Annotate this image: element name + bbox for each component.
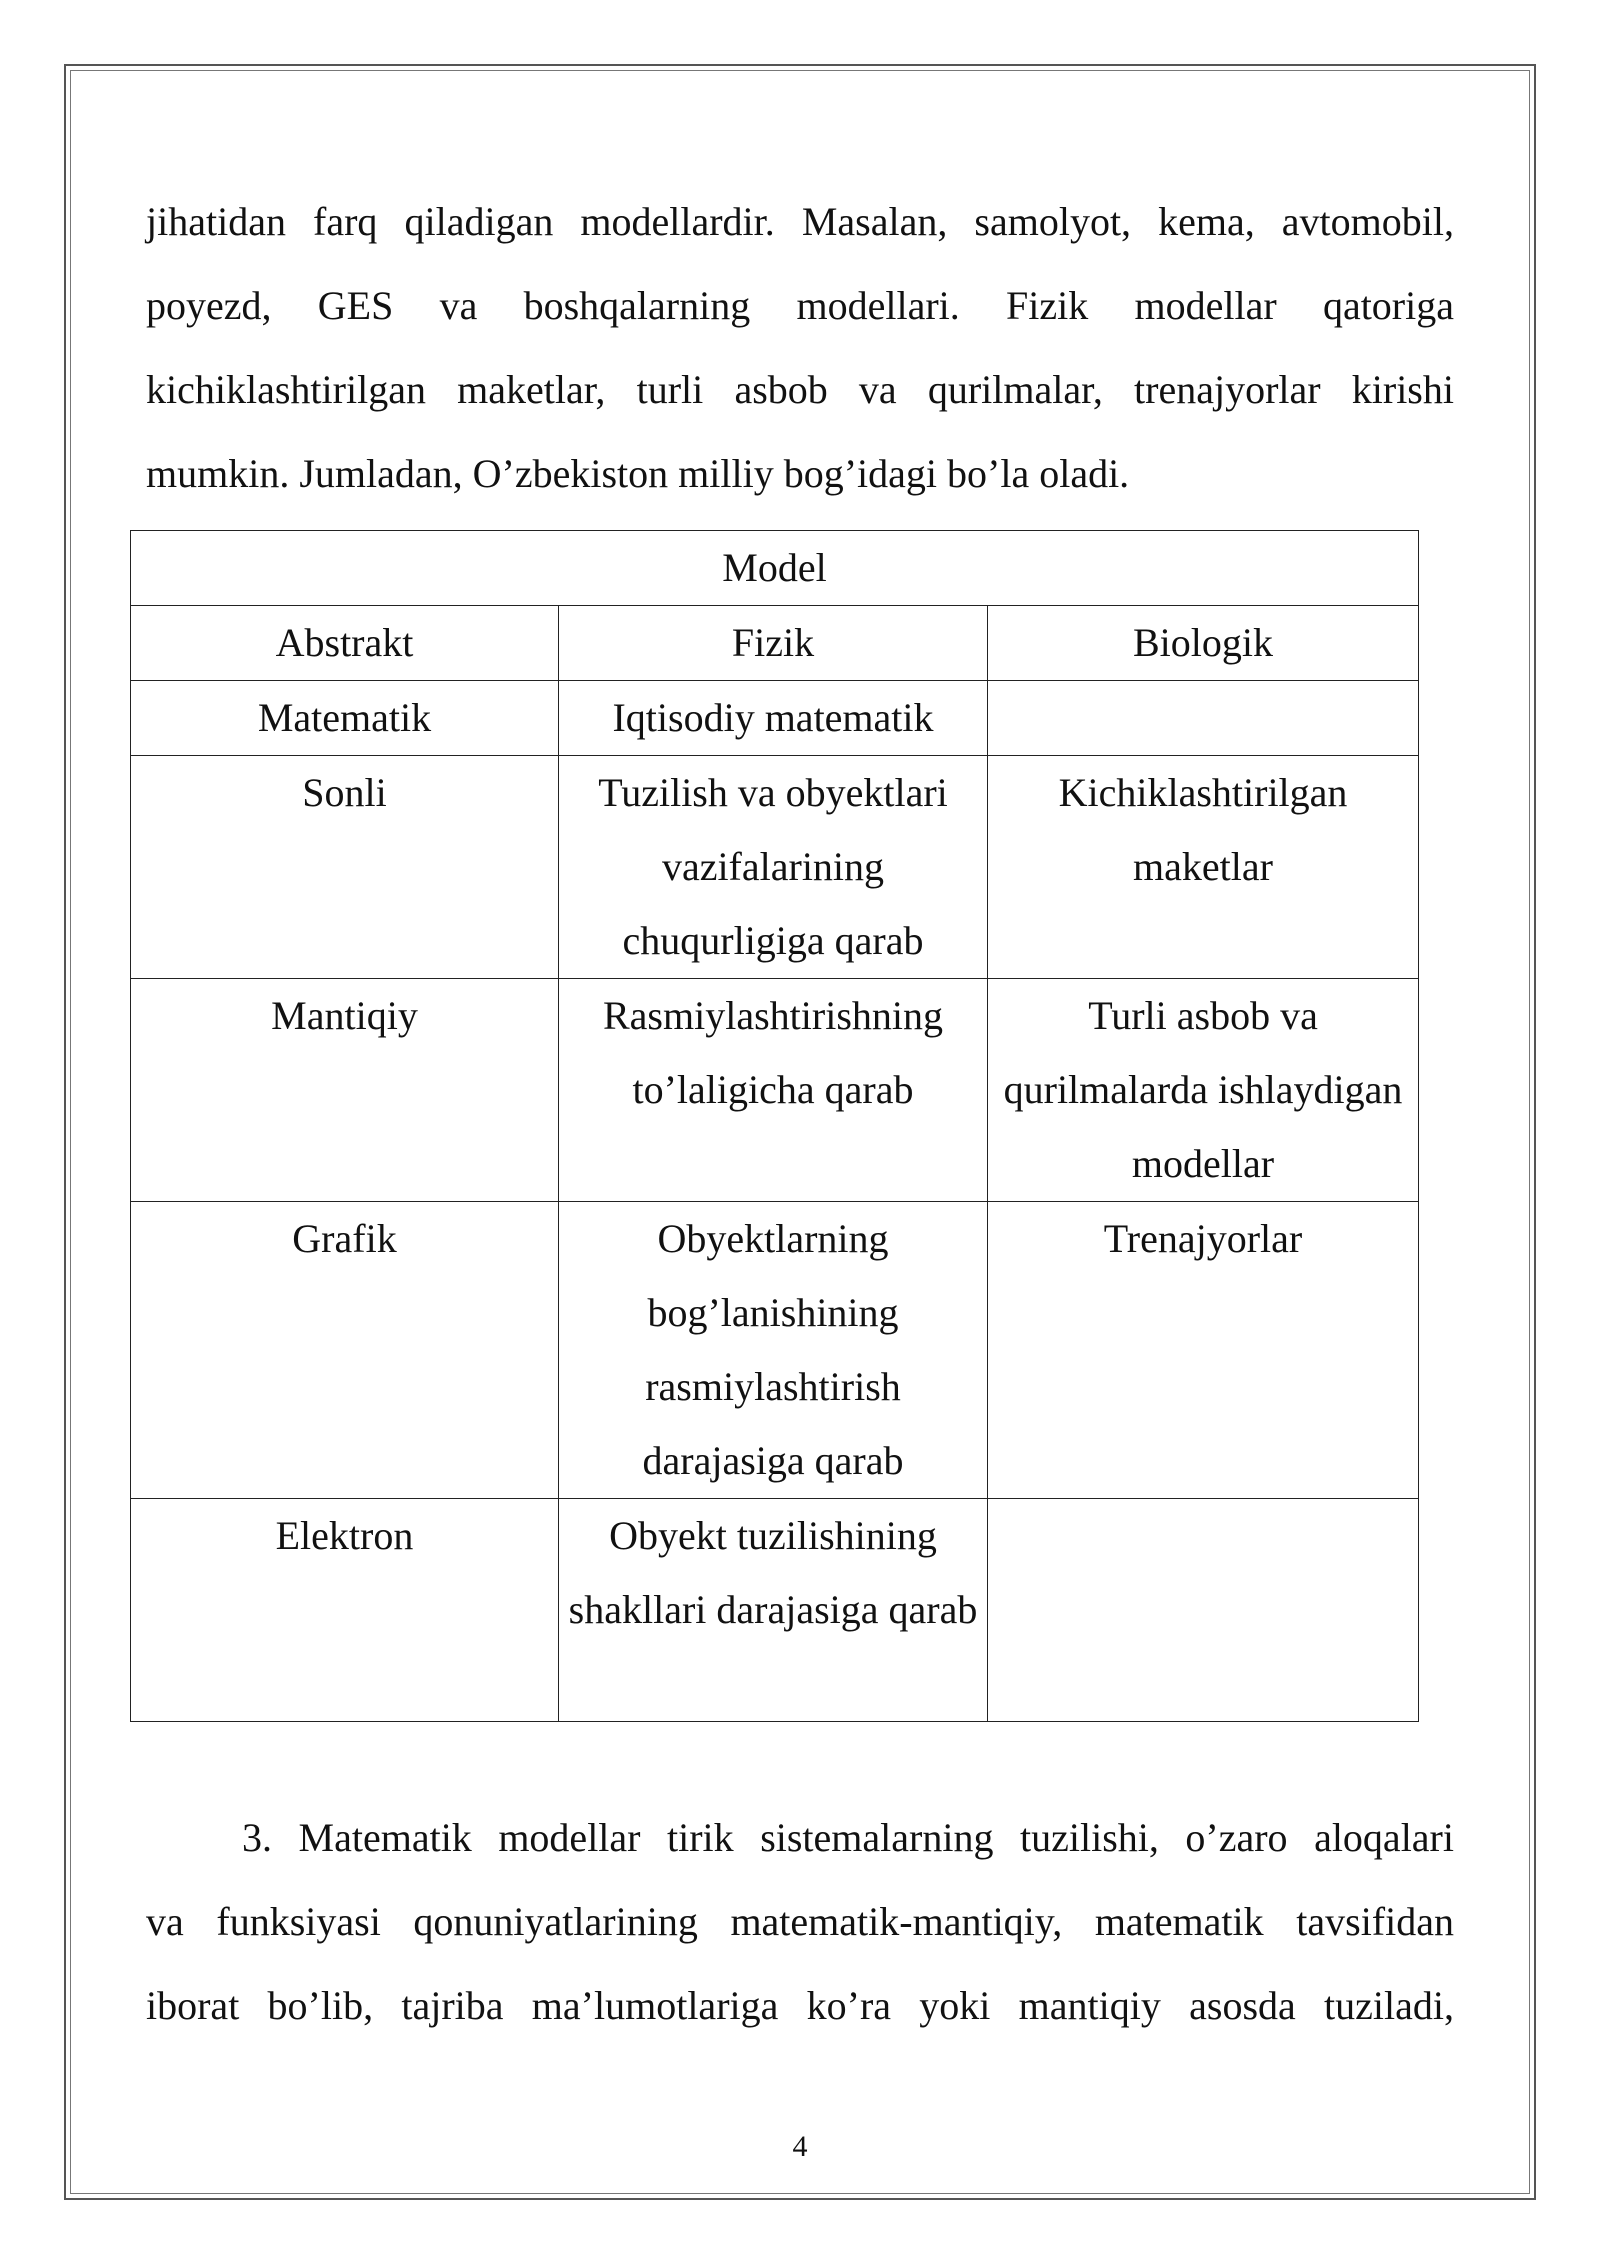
model-classification-table xyxy=(130,530,1419,1722)
table-row xyxy=(131,979,1419,1202)
table-cell: Tuzilish va obyektlari vazifalarining chuqurligiga qarab xyxy=(559,756,988,979)
page-number: 4 xyxy=(792,2130,808,2163)
table-cell: Turli asbob va qurilmalarda ishlaydigan modellar xyxy=(988,979,1419,1202)
table-cell: Sonli xyxy=(131,756,559,979)
header-cell: Fizik xyxy=(559,606,988,681)
table-cell: Kichiklashtirilgan maketlar xyxy=(988,756,1419,979)
table-cell: Mantiqiy xyxy=(131,979,559,1202)
text-line: poyezd, GES va boshqalarning modellari. Fizik modellar qatoriga xyxy=(146,283,1454,328)
paragraph-intro xyxy=(146,180,1454,516)
paragraph-mathematical-models xyxy=(146,1796,1454,2048)
text-line: va funksiyasi qonuniyatlarining matematik-mantiqiy, matematik tavsifidan xyxy=(146,1899,1454,1944)
table-cell: Obyektlarning bog’lanishining rasmiylashtirish darajasiga qarab xyxy=(559,1202,988,1499)
table-cell: Iqtisodiy matematik xyxy=(559,681,988,756)
text-line: mumkin. Jumladan, O’zbekiston milliy bog’idagi bo’la oladi. xyxy=(146,451,1130,496)
table-row xyxy=(131,1499,1419,1722)
table-cell xyxy=(988,1499,1419,1722)
table-row xyxy=(131,681,1419,756)
table-title: Model xyxy=(131,531,1419,606)
text-line: jihatidan farq qiladigan modellardir. Masalan, samolyot, kema, avtomobil, xyxy=(146,199,1454,244)
table-cell: Grafik xyxy=(131,1202,559,1499)
table-row xyxy=(131,1202,1419,1499)
text-line: iborat bo’lib, tajriba ma’lumotlariga ko’ra yoki mantiqiy asosda tuziladi, xyxy=(146,1983,1454,2028)
table-cell: Elektron xyxy=(131,1499,559,1722)
table-title-row xyxy=(131,531,1419,606)
table-row xyxy=(131,756,1419,979)
table-cell: Trenajyorlar xyxy=(988,1202,1419,1499)
table-cell: Matematik xyxy=(131,681,559,756)
table-cell xyxy=(988,681,1419,756)
header-cell: Biologik xyxy=(988,606,1419,681)
text-line: kichiklashtirilgan maketlar, turli asbob va qurilmalar, trenajyorlar kirishi xyxy=(146,367,1454,412)
table-header-row xyxy=(131,606,1419,681)
table-cell: Rasmiylashtirishning to’laligicha qarab xyxy=(559,979,988,1202)
text-line: 3. Matematik modellar tirik sistemalarning tuzilishi, o’zaro aloqalari xyxy=(242,1815,1454,1860)
header-cell: Abstrakt xyxy=(131,606,559,681)
table-cell: Obyekt tuzilishining shakllari darajasiga qarab xyxy=(559,1499,988,1722)
